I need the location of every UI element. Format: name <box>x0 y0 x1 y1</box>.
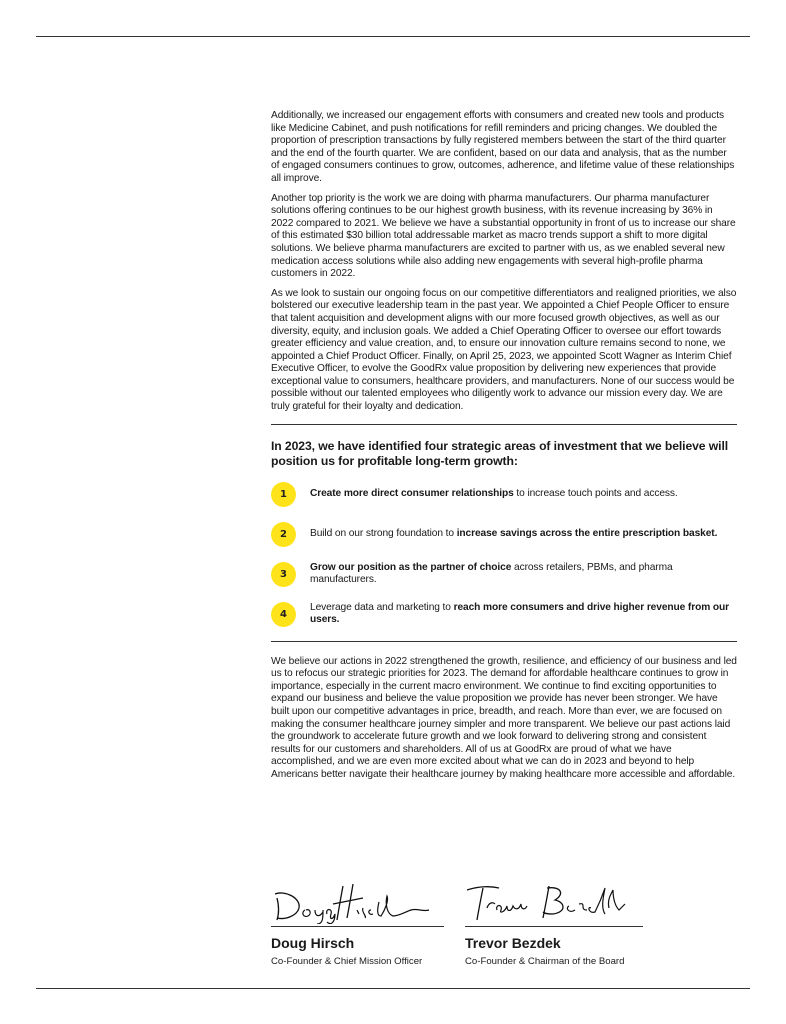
paragraph-leadership: As we look to sustain our ongoing focus on our competitive differentiators and realigned priorities, we also bolstered our executive leadership team in the past year. We appointed a Chief People Officer to ensure that talent acquisition and development aligns with our more focused growth objectives, as well as our diversity, equity, and inclusion goals. We added a Chief Operating Officer to oversee our effort towards greater efficiency and value creation, and, to ensure our innovation culture remains second to none, we appointed a Chief Product Officer. Finally, on April 25, 2023, we appointed Scott Wagner as Interim Chief Executive Officer, to evolve the GoodRx value proposition by delivering new experiences that provide exceptional value to consumers, healthcare providers, and manufacturers. None of our success would be possible without our talented employees who diligently work to advance our mission every day. We are truly grateful for their loyalty and dedication. <box>271 287 737 413</box>
trevor-signature-image <box>465 880 643 924</box>
signer-name: Trevor Bezdek <box>465 935 561 951</box>
signature-block <box>271 880 651 975</box>
paragraph-closing: We believe our actions in 2022 strengthened the growth, resilience, and efficiency of our business and led us to refocus our strategic priorities for 2023. The demand for affordable healthcare continues to grow in importance, especially in the current macro environment. We continue to find exciting opportunities to expand our business and believe the value proposition we provide has never been stronger. We have built upon our competitive advantages in price, breadth, and reach. More than ever, we are focused on making the consumer healthcare journey simpler and more transparent. We believe our past actions laid the groundwork to accelerate future growth and we look forward to delivering strong and consistent results for our customers and shareholders. All of us at GoodRx are proud of what we have accomplished, and we are even more excited about what we can do in 2023 and beyond to help Americans better navigate their healthcare journey by making healthcare more accessible and affordable. <box>271 655 737 780</box>
bottom-rule <box>36 988 750 989</box>
strategy-item-text: Leverage data and marketing to reach more consumers and drive higher revenue from our users. <box>310 601 730 626</box>
strategy-item <box>271 601 737 628</box>
section-divider <box>271 424 737 425</box>
strategy-item-text: Build on our strong foundation to increase savings across the entire prescription basket. <box>310 527 718 539</box>
signature-line <box>465 926 643 927</box>
strategy-heading: In 2023, we have identified four strategic areas of investment that we believe will position us for profitable long-term growth: <box>271 438 729 468</box>
strategy-item-text: Grow our position as the partner of choice across retailers, PBMs, and pharma manufacturers. <box>310 561 673 586</box>
paragraph-pharma: Another top priority is the work we are doing with pharma manufacturers. Our pharma manufacturer solutions offering continues to be our highest growth business, with its revenue increasing by 36% in 2022 compared to 2021. We believe we have a substantial opportunity in front of us to increase our share of this estimated $30 billion total addressable market as macro trends support a shift to more digital solutions. We believe pharma manufacturers are excited to partner with us, as we enabled several new medication access solutions while also adding new engagements with several high-profile pharma customers in 2022. <box>271 192 736 280</box>
strategy-item <box>271 521 737 548</box>
doug-signature-image <box>271 880 444 924</box>
signature-doug <box>271 880 444 967</box>
top-rule <box>36 36 750 37</box>
signer-name: Doug Hirsch <box>271 935 355 951</box>
number-badge: 1 <box>271 482 296 507</box>
strategy-item <box>271 561 737 588</box>
section-divider <box>271 641 737 642</box>
strategy-item <box>271 481 737 508</box>
paragraph-engagement: Additionally, we increased our engagement efforts with consumers and created new tools and products like Medicine Cabinet, and push notifications for refill reminders and pricing changes. We doubled the proportion of prescription transactions by fully registered members between the start of the third quarter and the end of the fourth quarter. We are confident, based on our data and analysis, that as the number of engaged consumers continues to grow, outcomes, adherence, and lifetime value of these relationships all improve. <box>271 110 735 184</box>
letter-body <box>271 110 737 789</box>
number-badge: 2 <box>271 522 296 547</box>
number-badge: 3 <box>271 562 296 587</box>
signature-line <box>271 926 444 927</box>
signature-trevor <box>465 880 643 967</box>
strategy-item-text: Create more direct consumer relationships to increase touch points and access. <box>310 487 678 499</box>
number-badge: 4 <box>271 602 296 627</box>
signer-title: Co-Founder & Chairman of the Board <box>465 956 625 967</box>
signer-title: Co-Founder & Chief Mission Officer <box>271 956 423 967</box>
